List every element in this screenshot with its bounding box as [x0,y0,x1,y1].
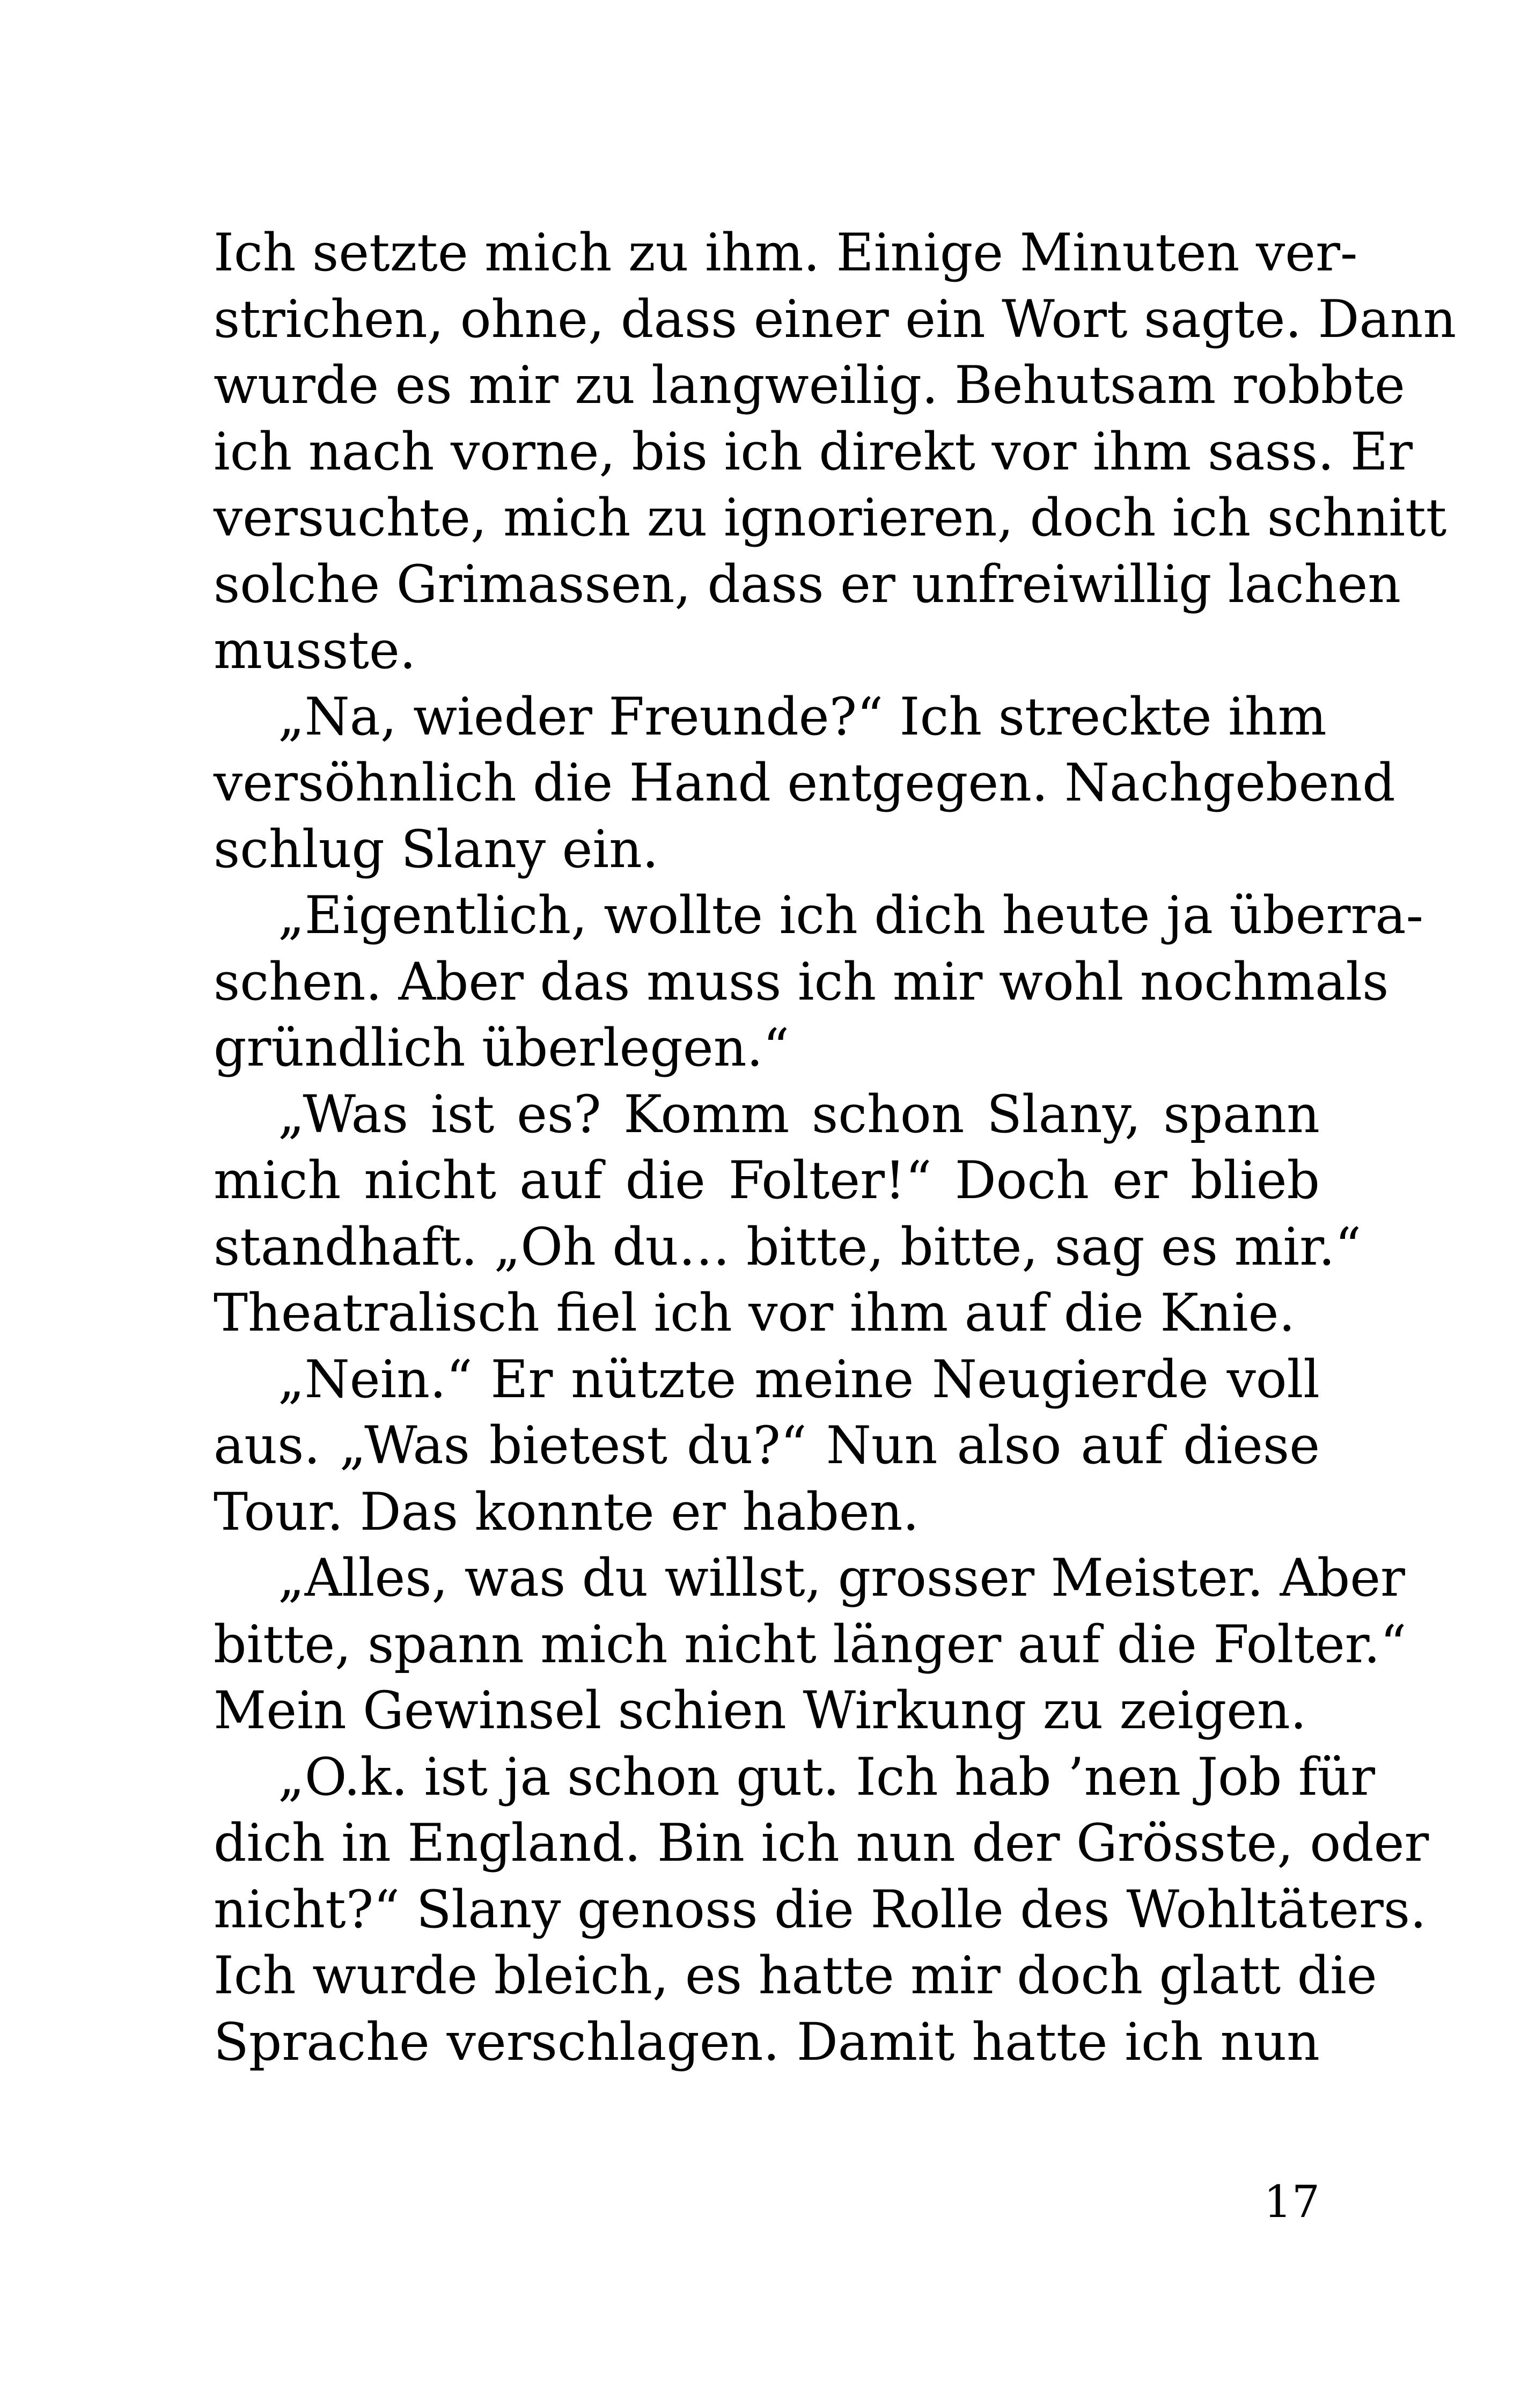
text-line: ich nach vorne, bis ich direkt vor ihm sass. Er [214,421,1413,482]
text-line: aus. „Was bietest du?“ Nun also auf diese [214,1415,1320,1475]
text-line: Theatralisch fiel ich vor ihm auf die Knie. [214,1283,1295,1343]
text-line: „Na, wieder Freunde?“ Ich streckte ihm [278,686,1327,747]
paragraph [214,684,1395,883]
text-line: standhaft. „Oh du… bitte, bitte, sag es mir.“ [214,1216,1362,1277]
text-line: Ich wurde bleich, es hatte mir doch glatt die [214,1946,1377,2006]
text-line: Mein Gewinsel schien Wirkung zu zeigen. [214,1680,1307,1741]
text-line: „Alles, was du willst, grosser Meister. Aber [278,1548,1405,1608]
text-line: Ich setzte mich zu ihm. Einige Minuten ver- [214,223,1358,283]
paragraph [214,1744,1429,2076]
text-line: Sprache verschlagen. Damit hatte ich nun [214,2011,1320,2072]
paragraph [214,220,1457,684]
text-line: mich nicht auf die Folter!“ Doch er blieb [214,1150,1320,1210]
text-line: schlug Slany ein. [214,819,659,879]
text-line: „Eigentlich, wollte ich dich heute ja überra- [278,885,1424,945]
text-line: solche Grimassen, dass er unfreiwillig lachen [214,554,1401,614]
text-line: musste. [214,620,416,680]
text-line: „O.k. ist ja schon gut. Ich hab ’nen Job für [278,1746,1376,1807]
text-line: dich in England. Bin ich nun der Grösste, oder [214,1813,1429,1873]
text-line: schen. Aber das muss ich mir wohl nochmals [214,951,1389,1012]
paragraph [214,1545,1407,1744]
text-line: bitte, spann mich nicht länger auf die Folter.“ [214,1614,1407,1675]
text-line: versuchte, mich zu ignorieren, doch ich schnitt [214,488,1447,548]
paragraph [214,883,1424,1082]
text-line: wurde es mir zu langweilig. Behutsam robbte [214,355,1405,415]
text-line: nicht?“ Slany genoss die Rolle des Wohltäters. [214,1879,1427,1940]
page-number: 17 [1263,2177,1320,2228]
text-line: versöhnlich die Hand entgegen. Nachgebend [214,753,1395,813]
body-text [214,220,1457,2075]
text-line: Tour. Das konnte er haben. [214,1481,919,1542]
paragraph [214,1347,1320,1546]
text-line: „Was ist es? Komm schon Slany, spann [278,1084,1320,1144]
paragraph [214,1082,1362,1347]
text-line: gründlich überlegen.“ [214,1018,790,1078]
text-line: „Nein.“ Er nützte meine Neugierde voll [278,1349,1320,1409]
text-line: strichen, ohne, dass einer ein Wort sagte. Dann [214,289,1457,349]
